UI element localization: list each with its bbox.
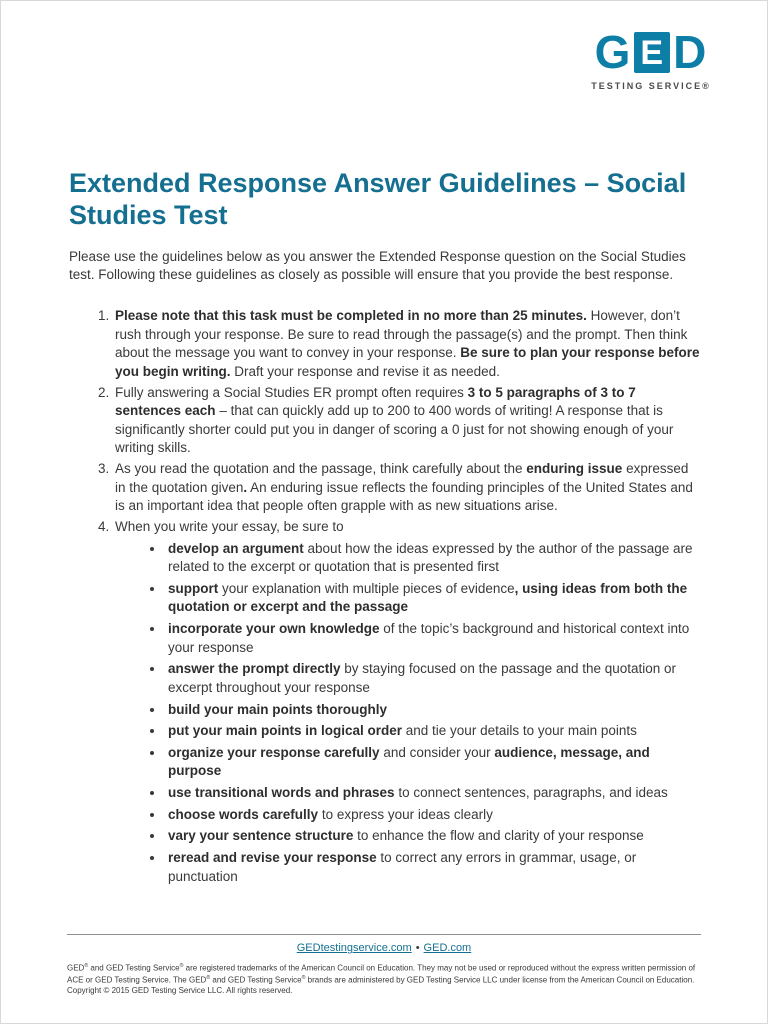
- bullet-item-text: use transitional words and phrases to connect sentences, paragraphs, and ideas: [168, 785, 668, 801]
- list-item: [113, 384, 701, 459]
- footer-divider: [67, 934, 701, 935]
- fine-print-trademark: GED® and GED Testing Service® are registered trademarks of the American Council on Education. They may not be used or reproduced without the express written permission of ACE or GED Testing Service. The GED® and GED Testing Service® brands are administered by GED Testing Service LLC under license from the American Council on Education.: [67, 963, 696, 985]
- logo-letter-g: G: [594, 26, 632, 78]
- bullet-item: [165, 784, 701, 803]
- list-item-text: As you read the quotation and the passage, think carefully about the enduring issue expressed in the quotation given. An enduring issue reflects the founding principles of the United States and is an important idea that people often grapple with as new situations arise.: [115, 461, 693, 514]
- bullet-item-text: incorporate your own knowledge of the topic’s background and historical context into your response: [168, 621, 690, 655]
- bullet-item-text: reread and revise your response to correct any errors in grammar, usage, or punctuation: [168, 849, 637, 884]
- list-item: [113, 307, 701, 382]
- bullet-item: [165, 701, 701, 720]
- bullet-item-text: answer the prompt directly by staying focused on the passage and the quotation or excerpt throughout your response: [168, 661, 677, 695]
- bullet-item: [165, 722, 701, 741]
- logo-tagline: TESTING SERVICE®: [591, 81, 711, 91]
- page-title: Extended Response Answer Guidelines – Social Studies Test: [69, 168, 687, 231]
- logo-letter-e: E: [634, 32, 670, 73]
- bullet-item: [165, 827, 701, 846]
- essay-points-list: [115, 540, 701, 887]
- footer-links: [67, 942, 701, 954]
- list-item: [113, 518, 701, 886]
- intro-paragraph: Please use the guidelines below as you answer the Extended Response question on the Social Studies test. Following these guidelines as closely as possible will ensure that you provide the best response.: [69, 248, 686, 283]
- bullet-item-text: vary your sentence structure to enhance the flow and clarity of your response: [168, 828, 644, 844]
- bullet-item: [165, 580, 701, 617]
- fine-print-copyright: Copyright © 2015 GED Testing Service LLC. All rights reserved.: [67, 986, 293, 996]
- list-item-text: Please note that this task must be completed in no more than 25 minutes. However, don’t rush through your response. Be sure to read through the passage(s) and the prompt. Then think about the message you want to convey in your response. Be sure to plan your response before you begin writing. Draft your response and revise it as needed.: [115, 308, 700, 379]
- bullet-item-text: build your main points thoroughly: [168, 701, 387, 717]
- bullet-item: [165, 540, 701, 577]
- gedtestingservice-link[interactable]: GEDtestingservice.com: [296, 942, 412, 955]
- bullet-item: [165, 744, 701, 781]
- page-footer: [67, 934, 701, 997]
- document-content: [69, 167, 701, 889]
- bullet-item-text: develop an argument about how the ideas expressed by the author of the passage are related to the excerpt or quotation that is presented first: [168, 540, 693, 575]
- list-item-text: Fully answering a Social Studies ER prompt often requires 3 to 5 paragraphs of 3 to 7 sentences each – that can quickly add up to 200 to 400 words of writing! A response that is significantly shorter could put you in danger of scoring a 0 just for not showing enough of your writing skills.: [115, 384, 674, 456]
- bullet-item-text: put your main points in logical order and tie your details to your main points: [168, 723, 637, 739]
- bullet-item-text: organize your response carefully and consider your audience, message, and purpose: [168, 744, 650, 779]
- list-item: [113, 460, 701, 516]
- bullet-item: [165, 620, 701, 657]
- ged-logo-letters: [581, 26, 721, 78]
- bullet-item: [165, 806, 701, 825]
- ged-logo: [581, 26, 721, 91]
- bullet-item-text: support your explanation with multiple pieces of evidence, using ideas from both the quotation or excerpt and the passage: [168, 580, 688, 615]
- logo-letter-d: D: [673, 26, 708, 78]
- footer-link-separator: •: [415, 942, 420, 955]
- guidelines-list: [69, 307, 701, 886]
- bullet-item: [165, 849, 701, 886]
- list-item-text: When you write your essay, be sure to: [115, 518, 344, 534]
- bullet-item: [165, 660, 701, 697]
- ged-com-link[interactable]: GED.com: [423, 942, 472, 955]
- bullet-item-text: choose words carefully to express your ideas clearly: [168, 806, 493, 822]
